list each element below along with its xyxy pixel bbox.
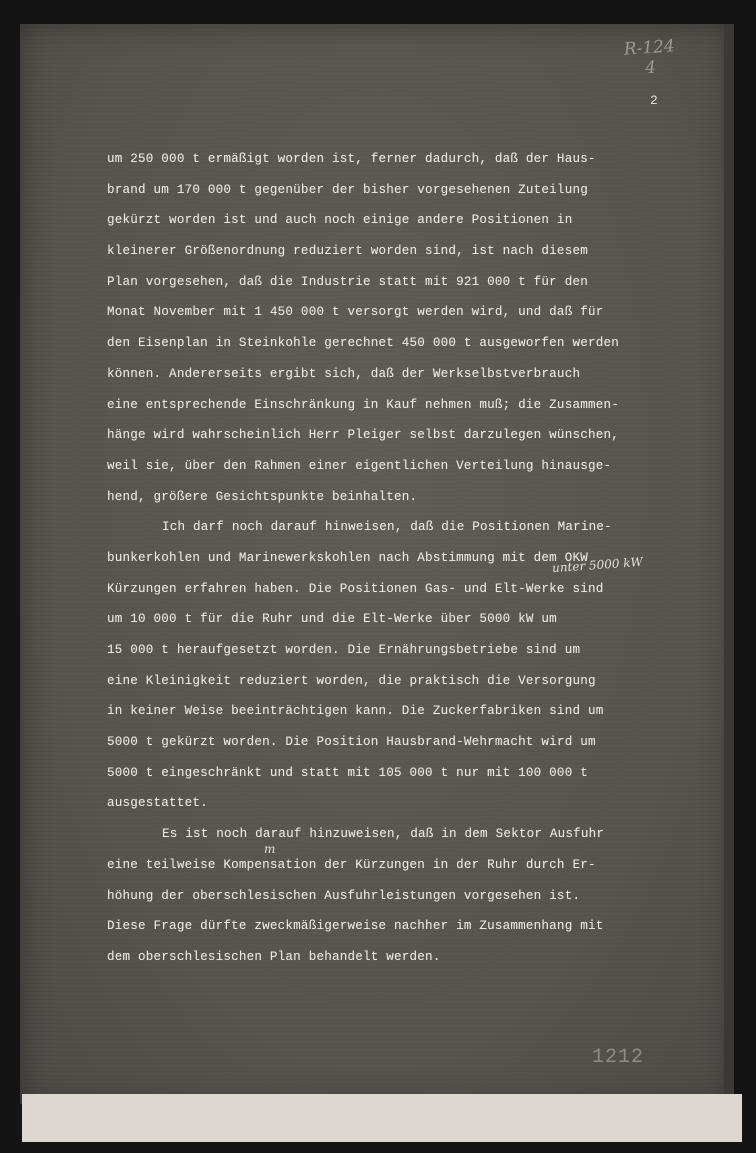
text-line: ausgestattet. bbox=[107, 796, 208, 811]
handwritten-insert: m bbox=[264, 842, 276, 856]
text-line: können. Andererseits ergibt sich, daß der Werkselbstverbrauch bbox=[107, 366, 581, 381]
text-line: eine entsprechende Einschränkung in Kauf nehmen muß; die Zusammen- bbox=[107, 397, 619, 412]
paragraph-3 bbox=[107, 819, 707, 972]
text-line: brand um 170 000 t gegenüber der bisher vorgesehenen Zuteilung bbox=[107, 182, 588, 197]
text-line: eine teilweise Kompensation der Kürzungen in der Ruhr durch Er- bbox=[107, 857, 596, 872]
text-line: hend, größere Gesichtspunkte beinhalten. bbox=[107, 489, 418, 504]
text-line: weil sie, über den Rahmen einer eigentlichen Verteilung hinausge- bbox=[107, 458, 612, 473]
text-line: gekürzt worden ist und auch noch einige andere Positionen in bbox=[107, 213, 573, 228]
archive-mark-line2: 4 bbox=[644, 57, 657, 79]
text-line: bunkerkohlen und Marinewerkskohlen nach Abstimmung mit dem OKW bbox=[107, 550, 588, 565]
page-edge bbox=[724, 24, 734, 1104]
text-line: eine Kleinigkeit reduziert worden, die praktisch die Versorgung bbox=[107, 673, 596, 688]
text-line: höhung der oberschlesischen Ausfuhrleistungen vorgesehen ist. bbox=[107, 888, 581, 903]
text-line: den Eisenplan in Steinkohle gerechnet 450 000 t ausgeworfen werden bbox=[107, 336, 619, 351]
text-line: Kürzungen erfahren haben. Die Positionen Gas- und Elt-Werke sind bbox=[107, 581, 604, 596]
text-line: Es ist noch darauf hinzuweisen, daß in dem Sektor Ausfuhr bbox=[162, 827, 605, 842]
text-line: um 10 000 t für die Ruhr und die Elt-Werke über 5000 kW um bbox=[107, 612, 557, 627]
page-number: 2 bbox=[650, 93, 658, 108]
archive-mark bbox=[617, 36, 684, 80]
text-line: um 250 000 t ermäßigt worden ist, ferner dadurch, daß der Haus- bbox=[107, 152, 596, 166]
text-line: 5000 t eingeschränkt und statt mit 105 000 t nur mit 100 000 t bbox=[107, 765, 588, 780]
text-line: Plan vorgesehen, daß die Industrie statt mit 921 000 t für den bbox=[107, 274, 588, 289]
text-line: in keiner Weise beeinträchtigen kann. Die Zuckerfabriken sind um bbox=[107, 704, 604, 719]
text-line: Diese Frage dürfte zweckmäßigerweise nachher im Zusammenhang mit bbox=[107, 919, 604, 934]
text-line: Monat November mit 1 450 000 t versorgt werden wird, und daß für bbox=[107, 305, 604, 320]
paragraph-1 bbox=[107, 144, 707, 512]
text-line: 15 000 t heraufgesetzt worden. Die Ernährungsbetriebe sind um bbox=[107, 643, 581, 657]
text-line: 5000 t gekürzt worden. Die Position Hausbrand-Wehrmacht wird um bbox=[107, 735, 596, 750]
handwritten-annotation: unter 5000 kW bbox=[551, 554, 644, 576]
stamp-number: 1212 bbox=[592, 1046, 645, 1069]
text-line: kleinerer Größenordnung reduziert worden sind, ist nach diesem bbox=[107, 244, 588, 259]
text-line: Ich darf noch darauf hinweisen, daß die Positionen Marine- bbox=[162, 520, 612, 535]
text-line: hänge wird wahrscheinlich Herr Pleiger selbst darzulegen wünschen, bbox=[107, 428, 619, 443]
text-line: dem oberschlesischen Plan behandelt werden. bbox=[107, 949, 441, 964]
mount-strip bbox=[22, 1094, 742, 1142]
archive-mark-line1: R-124 bbox=[623, 36, 676, 60]
